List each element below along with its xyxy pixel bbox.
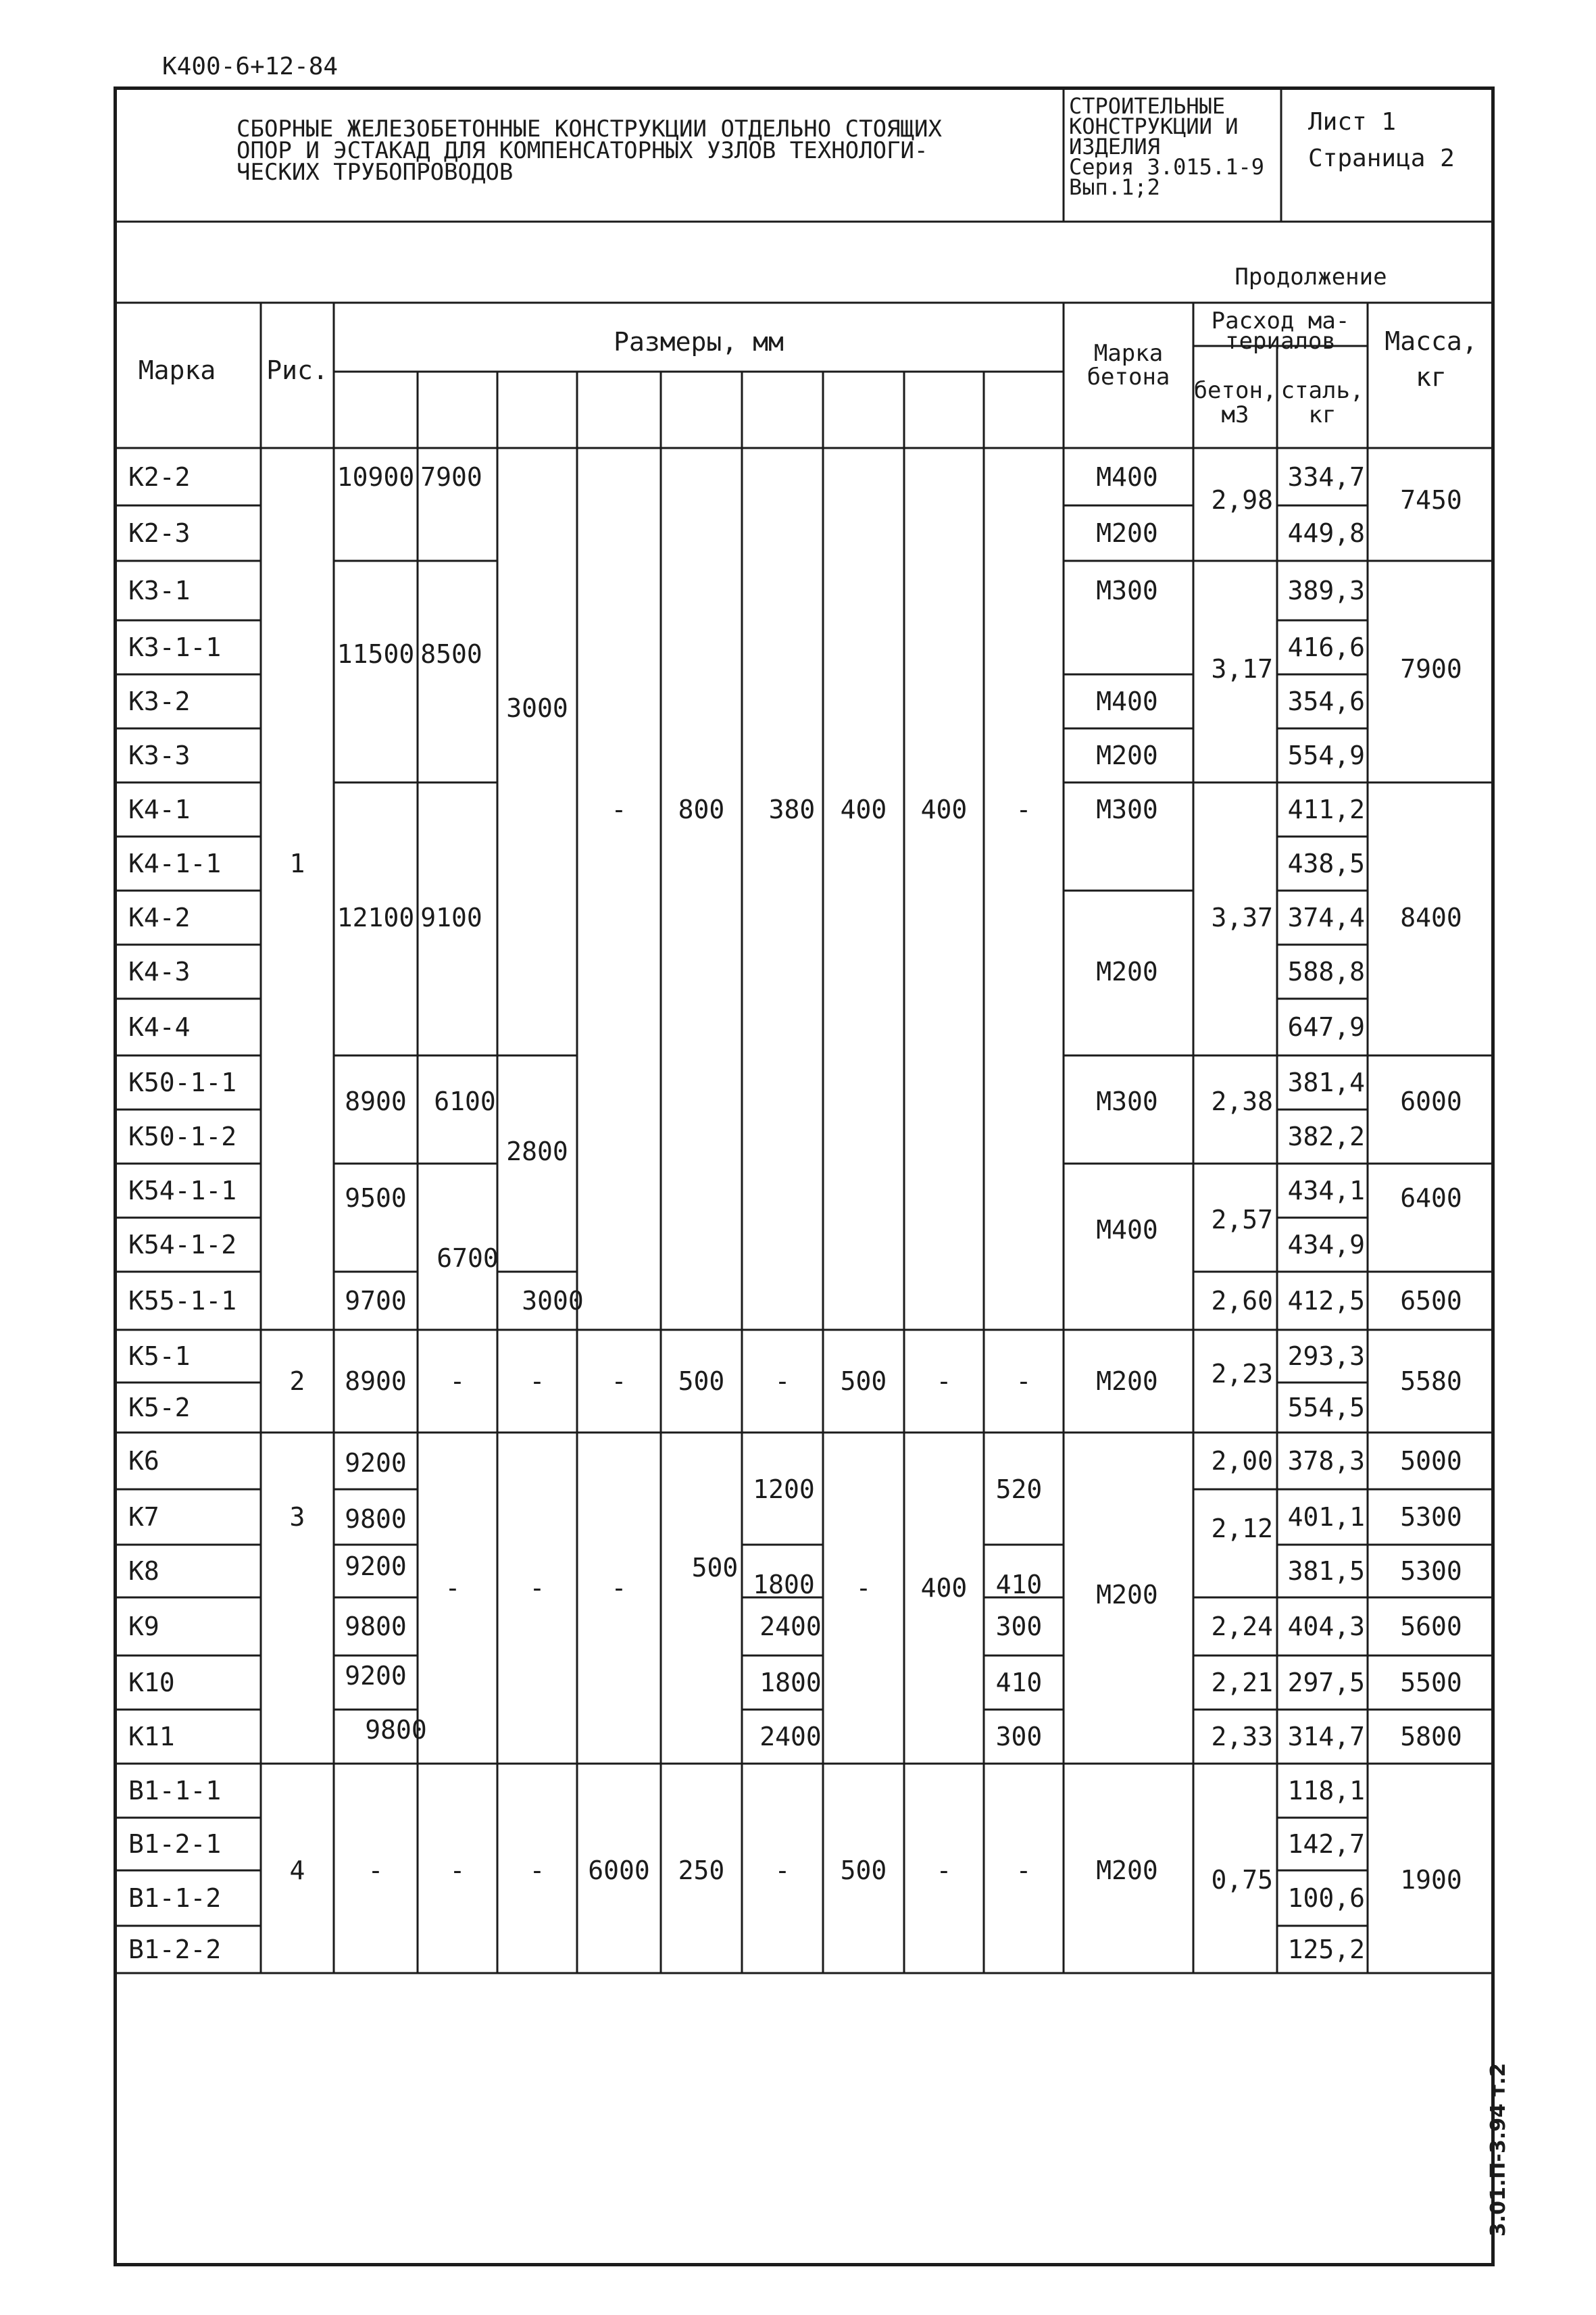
dim7-cell: 400 bbox=[840, 795, 887, 824]
dim2-cell: 6700 bbox=[437, 1243, 499, 1273]
mark-cell: К11 bbox=[128, 1722, 175, 1751]
mark-cell: К5-2 bbox=[128, 1393, 191, 1422]
dim5-cell: 500 bbox=[691, 1553, 739, 1583]
dim1-cell: 9800 bbox=[365, 1715, 427, 1745]
series-line: ИЗДЕЛИЯ bbox=[1069, 134, 1160, 159]
series-line: КОНСТРУКЦИИ И bbox=[1069, 114, 1239, 139]
steel-cell: 382,2 bbox=[1287, 1122, 1365, 1151]
mark-cell: В1-1-2 bbox=[128, 1883, 222, 1913]
sheet-number: Лист 1 bbox=[1308, 108, 1397, 136]
concrete-volume-cell: 3,17 bbox=[1211, 654, 1273, 684]
dim2-cell: 9100 bbox=[420, 903, 482, 932]
dim1-cell: 12100 bbox=[336, 903, 415, 932]
continuation-label: Продолжение bbox=[1235, 264, 1387, 291]
dim3-cell: - bbox=[529, 1573, 545, 1603]
mark-cell: К4-2 bbox=[128, 903, 191, 932]
mark-cell: К55-1-1 bbox=[128, 1286, 237, 1316]
dim6-cell: - bbox=[774, 1366, 791, 1396]
steel-cell: 334,7 bbox=[1287, 462, 1365, 492]
concrete-volume-cell: 2,98 bbox=[1211, 485, 1273, 515]
mark-cell: В1-2-2 bbox=[128, 1935, 222, 1964]
mark-cell: В1-2-1 bbox=[128, 1829, 222, 1859]
dim8-cell: - bbox=[936, 1856, 952, 1885]
mass-cell: 5300 bbox=[1400, 1556, 1462, 1586]
mark-cell: К5-1 bbox=[128, 1341, 191, 1371]
mass-cell: 5500 bbox=[1400, 1668, 1462, 1697]
dim1-cell: 9800 bbox=[345, 1612, 407, 1641]
steel-cell: 100,6 bbox=[1287, 1883, 1365, 1913]
dim3-cell: 3000 bbox=[506, 693, 568, 723]
dim1-cell: 9800 bbox=[345, 1504, 407, 1534]
header-concrete-grade: бетона bbox=[1087, 364, 1170, 391]
page-number: Страница 2 bbox=[1308, 145, 1455, 172]
dim6-cell: 1200 bbox=[753, 1474, 815, 1504]
dim2-cell: - bbox=[445, 1573, 461, 1603]
steel-cell: 142,7 bbox=[1287, 1829, 1365, 1859]
dim9-cell: 410 bbox=[995, 1570, 1043, 1599]
mark-cell: К4-3 bbox=[128, 957, 191, 987]
steel-cell: 378,3 bbox=[1287, 1446, 1365, 1476]
concrete-volume-cell: 2,33 bbox=[1211, 1722, 1273, 1751]
steel-cell: 412,5 bbox=[1287, 1286, 1365, 1316]
concrete-volume-cell: 2,00 bbox=[1211, 1446, 1273, 1476]
steel-cell: 434,9 bbox=[1287, 1230, 1365, 1260]
header-mass: Масса, bbox=[1385, 326, 1478, 356]
mark-cell: К4-4 bbox=[128, 1012, 191, 1042]
steel-cell: 588,8 bbox=[1287, 957, 1365, 987]
header-concrete: м3 bbox=[1221, 401, 1249, 428]
mark-cell: К50-1-1 bbox=[128, 1068, 237, 1097]
steel-cell: 297,5 bbox=[1287, 1668, 1365, 1697]
header-mass: кг bbox=[1416, 362, 1447, 392]
title-line: ОПОР И ЭСТАКАД ДЛЯ КОМПЕНСАТОРНЫХ УЗЛОВ ТЕХНОЛОГИ- bbox=[236, 137, 928, 164]
mark-cell: К54-1-2 bbox=[128, 1230, 237, 1260]
dim6-cell: 2400 bbox=[759, 1722, 822, 1751]
mark-cell: К3-3 bbox=[128, 741, 191, 770]
steel-cell: 438,5 bbox=[1287, 849, 1365, 878]
dim6-cell: 2400 bbox=[759, 1612, 822, 1641]
figure-cell: 1 bbox=[289, 849, 305, 878]
series-line: Вып.1;2 bbox=[1069, 174, 1160, 200]
dim9-cell: 300 bbox=[995, 1722, 1043, 1751]
steel-cell: 554,9 bbox=[1287, 741, 1365, 770]
mass-cell: 6500 bbox=[1400, 1286, 1462, 1316]
dim9-cell: 300 bbox=[995, 1612, 1043, 1641]
series-line: СТРОИТЕЛЬНЫЕ bbox=[1069, 93, 1226, 119]
dim6-cell: 1800 bbox=[759, 1668, 822, 1697]
header-ris: Рис. bbox=[266, 355, 328, 385]
series-block bbox=[1069, 93, 1264, 200]
dim2-cell: - bbox=[449, 1856, 466, 1885]
dim8-cell: 400 bbox=[920, 795, 968, 824]
mark-cell: К6 bbox=[128, 1446, 159, 1476]
dim2-cell: 8500 bbox=[420, 639, 482, 669]
title-line: СБОРНЫЕ ЖЕЛЕЗОБЕТОННЫЕ КОНСТРУКЦИИ ОТДЕЛЬНО СТОЯЩИХ bbox=[236, 116, 942, 143]
dim5-cell: 800 bbox=[678, 795, 725, 824]
header-materials: Расход ма- bbox=[1211, 307, 1350, 334]
dim9-cell: - bbox=[1016, 1366, 1032, 1396]
dim1-cell: 8900 bbox=[345, 1087, 407, 1116]
concrete-grade-cell: М200 bbox=[1096, 518, 1158, 548]
dim4-cell: 6000 bbox=[588, 1856, 650, 1885]
dim1-cell: 11500 bbox=[336, 639, 415, 669]
concrete-grade-cell: М200 bbox=[1096, 1366, 1158, 1396]
header-concrete-grade: Марка bbox=[1093, 340, 1164, 367]
concrete-volume-cell: 3,37 bbox=[1211, 903, 1273, 932]
dim3-cell: - bbox=[529, 1856, 545, 1885]
header-marka: Марка bbox=[138, 355, 216, 385]
steel-cell: 293,3 bbox=[1287, 1341, 1365, 1371]
concrete-grade-cell: М200 bbox=[1096, 957, 1158, 987]
concrete-grade-cell: М300 bbox=[1096, 1087, 1158, 1116]
dim9-cell: - bbox=[1016, 795, 1032, 824]
concrete-volume-cell: 2,60 bbox=[1211, 1286, 1273, 1316]
mark-cell: К4-1 bbox=[128, 795, 191, 824]
dim6-cell: 380 bbox=[768, 795, 816, 824]
steel-cell: 314,7 bbox=[1287, 1722, 1365, 1751]
dim9-cell: 410 bbox=[995, 1668, 1043, 1697]
dim8-cell: 400 bbox=[920, 1573, 968, 1603]
dim5-cell: 500 bbox=[678, 1366, 725, 1396]
mark-cell: К50-1-2 bbox=[128, 1122, 237, 1151]
mass-cell: 5580 bbox=[1400, 1366, 1462, 1396]
concrete-grade-cell: М300 bbox=[1096, 795, 1158, 824]
mark-cell: К7 bbox=[128, 1502, 159, 1532]
concrete-grade-cell: М200 bbox=[1096, 1580, 1158, 1610]
header-steel: кг bbox=[1308, 401, 1337, 428]
concrete-volume-cell: 2,21 bbox=[1211, 1668, 1273, 1697]
steel-cell: 416,6 bbox=[1287, 632, 1365, 662]
mark-cell: К54-1-1 bbox=[128, 1176, 237, 1205]
dim4-cell: - bbox=[611, 1573, 627, 1603]
mark-cell: К3-2 bbox=[128, 687, 191, 716]
dim7-cell: 500 bbox=[840, 1856, 887, 1885]
dim6-cell: 1800 bbox=[753, 1570, 815, 1599]
dim4-cell: - bbox=[611, 1366, 627, 1396]
steel-cell: 381,4 bbox=[1287, 1068, 1365, 1097]
dim1-cell: 9200 bbox=[345, 1661, 407, 1691]
title-line: ЧЕСКИХ ТРУБОПРОВОДОВ bbox=[236, 159, 514, 186]
concrete-volume-cell: 2,57 bbox=[1211, 1205, 1273, 1235]
mark-cell: К4-1-1 bbox=[128, 849, 222, 878]
header-sizes: Размеры, мм bbox=[614, 327, 784, 357]
dim7-cell: 500 bbox=[840, 1366, 887, 1396]
figure-cell: 4 bbox=[289, 1856, 305, 1885]
document-title bbox=[236, 116, 942, 186]
dim2-cell: 7900 bbox=[420, 462, 482, 492]
steel-cell: 554,5 bbox=[1287, 1393, 1365, 1422]
figure-cell: 3 bbox=[289, 1502, 305, 1532]
dim1-cell: 10900 bbox=[336, 462, 415, 492]
steel-cell: 118,1 bbox=[1287, 1776, 1365, 1806]
mark-cell: К9 bbox=[128, 1612, 159, 1641]
mass-cell: 5000 bbox=[1400, 1446, 1462, 1476]
concrete-volume-cell: 2,24 bbox=[1211, 1612, 1273, 1641]
steel-cell: 647,9 bbox=[1287, 1012, 1365, 1042]
concrete-grade-cell: М300 bbox=[1096, 576, 1158, 605]
steel-cell: 374,4 bbox=[1287, 903, 1365, 932]
mark-cell: К10 bbox=[128, 1668, 175, 1697]
dim3-cell: 3000 bbox=[522, 1286, 584, 1316]
concrete-grade-cell: М400 bbox=[1096, 462, 1158, 492]
steel-cell: 411,2 bbox=[1287, 795, 1365, 824]
dim6-cell: - bbox=[774, 1856, 791, 1885]
mark-cell: В1-1-1 bbox=[128, 1776, 222, 1806]
document-code: К400-6+12-84 bbox=[162, 53, 339, 80]
dim9-cell: 520 bbox=[995, 1474, 1043, 1504]
concrete-volume-cell: 0,75 bbox=[1211, 1865, 1273, 1895]
mass-cell: 6400 bbox=[1400, 1183, 1462, 1213]
concrete-volume-cell: 2,12 bbox=[1211, 1514, 1273, 1543]
steel-cell: 404,3 bbox=[1287, 1612, 1365, 1641]
dim1-cell: - bbox=[368, 1856, 384, 1885]
figure-cell: 2 bbox=[289, 1366, 305, 1396]
mark-cell: К8 bbox=[128, 1556, 159, 1586]
series-line: Серия 3.015.1-9 bbox=[1069, 154, 1264, 180]
dim1-cell: 8900 bbox=[345, 1366, 407, 1396]
steel-cell: 389,3 bbox=[1287, 576, 1365, 605]
header-steel: сталь, bbox=[1280, 377, 1364, 404]
concrete-volume-cell: 2,23 bbox=[1211, 1359, 1273, 1389]
mark-cell: К2-3 bbox=[128, 518, 191, 548]
dim5-cell: 250 bbox=[678, 1856, 725, 1885]
mass-cell: 1900 bbox=[1400, 1865, 1462, 1895]
mark-cell: К3-1 bbox=[128, 576, 191, 605]
mass-cell: 5300 bbox=[1400, 1502, 1462, 1532]
mass-cell: 7450 bbox=[1400, 485, 1462, 515]
dim2-cell: 6100 bbox=[434, 1087, 496, 1116]
concrete-grade-cell: М400 bbox=[1096, 687, 1158, 716]
steel-cell: 381,5 bbox=[1287, 1556, 1365, 1586]
header-materials: териалов bbox=[1225, 328, 1336, 355]
mass-cell: 6000 bbox=[1400, 1087, 1462, 1116]
steel-cell: 354,6 bbox=[1287, 687, 1365, 716]
side-code: 3.01.П-3.94 т.2 bbox=[1487, 2062, 1510, 2237]
concrete-grade-cell: М400 bbox=[1096, 1215, 1158, 1245]
dim3-cell: - bbox=[529, 1366, 545, 1396]
mass-cell: 7900 bbox=[1400, 654, 1462, 684]
mass-cell: 5600 bbox=[1400, 1612, 1462, 1641]
header-concrete: бетон, bbox=[1193, 377, 1277, 404]
dim1-cell: 9700 bbox=[345, 1286, 407, 1316]
mark-cell: К2-2 bbox=[128, 462, 191, 492]
steel-cell: 125,2 bbox=[1287, 1935, 1365, 1964]
dim3-cell: 2800 bbox=[506, 1137, 568, 1166]
dim1-cell: 9200 bbox=[345, 1448, 407, 1478]
dim2-cell: - bbox=[449, 1366, 466, 1396]
concrete-grade-cell: М200 bbox=[1096, 1856, 1158, 1885]
dim8-cell: - bbox=[936, 1366, 952, 1396]
mass-cell: 5800 bbox=[1400, 1722, 1462, 1751]
concrete-volume-cell: 2,38 bbox=[1211, 1087, 1273, 1116]
dim4-cell: - bbox=[611, 795, 627, 824]
concrete-grade-cell: М200 bbox=[1096, 741, 1158, 770]
steel-cell: 434,1 bbox=[1287, 1176, 1365, 1205]
dim1-cell: 9200 bbox=[345, 1551, 407, 1581]
dim1-cell: 9500 bbox=[345, 1183, 407, 1213]
dim9-cell: - bbox=[1016, 1856, 1032, 1885]
mass-cell: 8400 bbox=[1400, 903, 1462, 932]
mark-cell: К3-1-1 bbox=[128, 632, 222, 662]
dim7-cell: - bbox=[855, 1573, 872, 1603]
steel-cell: 449,8 bbox=[1287, 518, 1365, 548]
steel-cell: 401,1 bbox=[1287, 1502, 1365, 1532]
